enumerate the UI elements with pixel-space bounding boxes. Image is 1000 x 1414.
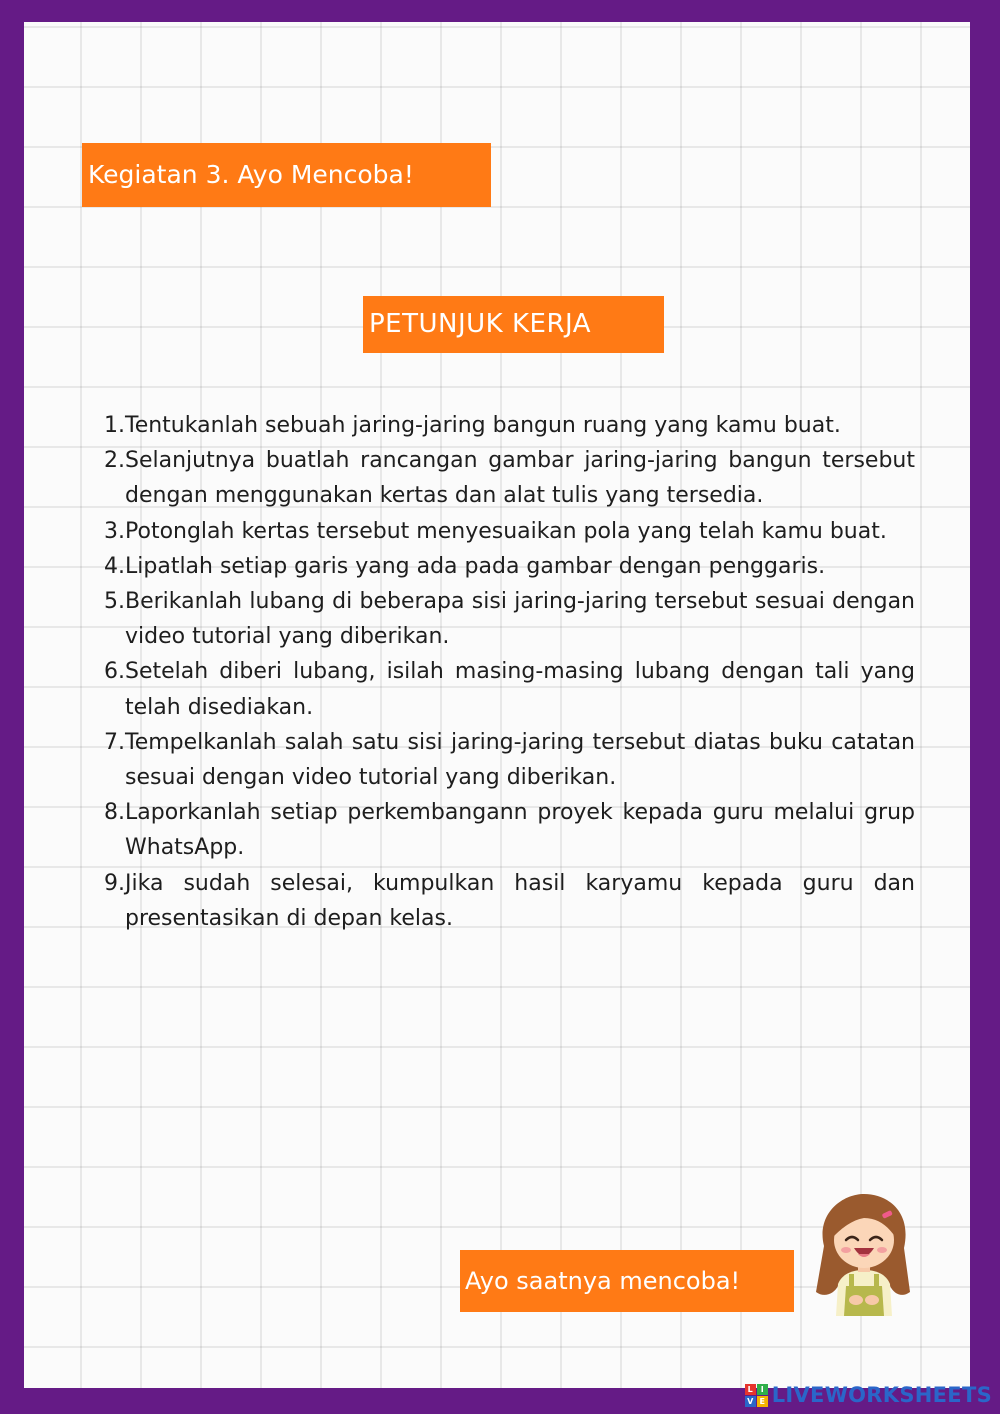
watermark-text: LIVEWORKSHEETS <box>771 1383 992 1407</box>
list-item <box>100 514 915 549</box>
girl-icon <box>806 1188 922 1316</box>
step-text: Setelah diberi lubang, isilah masing-masing lubang dengan tali yang telah disediakan. <box>125 659 915 720</box>
step-number: 4. <box>104 553 125 579</box>
list-item <box>100 584 915 654</box>
list-item <box>100 549 915 584</box>
list-item <box>100 654 915 724</box>
step-text: Berikanlah lubang di beberapa sisi jaring-jaring tersebut sesuai dengan video tutorial yang diberikan. <box>125 589 915 650</box>
activity-label: Kegiatan 3. Ayo Mencoba! <box>82 143 491 207</box>
step-number: 5. <box>104 589 125 615</box>
step-number: 6. <box>104 659 125 685</box>
step-number: 3. <box>104 518 125 544</box>
list-item <box>100 866 915 936</box>
list-item <box>100 443 915 513</box>
step-text: Tentukanlah sebuah jaring-jaring bangun ruang yang kamu buat. <box>125 413 841 438</box>
list-item <box>100 725 915 795</box>
step-text: Jika sudah selesai, kumpulkan hasil karyamu kepada guru dan presentasikan di depan kelas. <box>125 870 915 931</box>
watermark <box>745 1382 992 1408</box>
step-text: Selanjutnya buatlah rancangan gambar jaring-jaring bangun tersebut dengan menggunakan kertas dan alat tulis yang tersedia. <box>125 448 915 509</box>
step-text: Tempelkanlah salah satu sisi jaring-jaring tersebut diatas buku catatan sesuai dengan video tutorial yang diberikan. <box>125 729 915 791</box>
section-title: PETUNJUK KERJA <box>363 296 664 353</box>
step-number: 2. <box>104 448 125 474</box>
step-number: 7. <box>104 729 125 755</box>
step-text: Lipatlah setiap garis yang ada pada gambar dengan penggaris. <box>125 553 826 579</box>
list-item <box>100 795 915 865</box>
cta-label: Ayo saatnya mencoba! <box>460 1250 794 1312</box>
step-number: 8. <box>104 800 125 826</box>
step-text: Potonglah kertas tersebut menyesuaikan pola yang telah kamu buat. <box>125 518 887 544</box>
step-number: 1. <box>104 413 125 438</box>
step-text: Laporkanlah setiap perkembangann proyek kepada guru melalui grup WhatsApp. <box>125 800 915 861</box>
instruction-list <box>100 408 915 936</box>
liveworksheets-logo-icon: L I V E <box>745 1384 768 1407</box>
step-number: 9. <box>104 870 125 896</box>
list-item <box>100 408 915 443</box>
